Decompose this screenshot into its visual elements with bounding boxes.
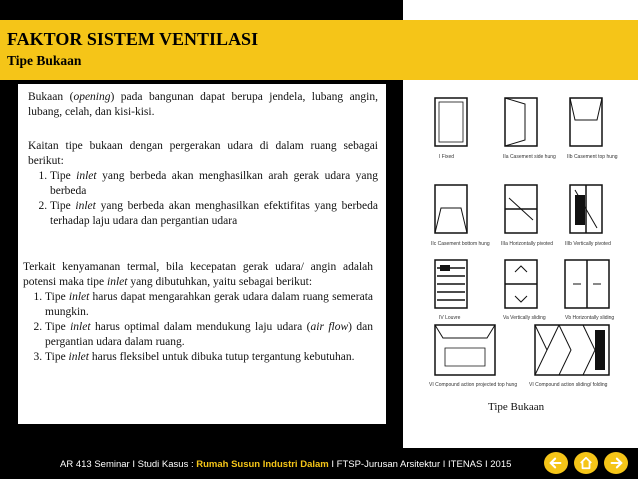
- figure-label: IIIb Vertically pivoted: [565, 241, 611, 247]
- footer-text: AR 413 Seminar I Studi Kasus : Rumah Susun Industri Dalam I FTSP-Jurusan Arsitektur I ITENAS I 2015: [60, 459, 512, 470]
- list-requirements: [23, 290, 373, 365]
- figure-label: VI Compound action projected top hung: [429, 382, 518, 388]
- list-item: 2. Tipe inlet harus optimal dalam mendukung laju udara (air flow) dan pergantian udara dalam ruang.: [45, 320, 373, 350]
- window-types-figure: [425, 90, 625, 390]
- slide-title: FAKTOR SISTEM VENTILASI: [7, 29, 259, 49]
- prev-button[interactable]: [544, 452, 568, 474]
- home-button[interactable]: [574, 452, 598, 474]
- list-item: 3. Tipe inlet harus fleksibel untuk dibuka tutup tergantung kebutuhan.: [45, 350, 373, 365]
- paragraph-relation: Kaitan tipe bukaan dengan pergerakan udara di dalam ruang sebagai berikut: 1. Tipe inlet yang berbeda akan menghasilkan arah gerak udara yang berbeda 2. Tipe inlet yang berbeda akan menghasilkan efektifitas yang berbeda terhadap laju udara dan pergantian udara: [28, 139, 378, 229]
- paragraph-thermal: Terkait kenyamanan termal, bila kecepatan gerak udara/ angin adalah potensi maka tipe inlet yang dibutuhkan, yaitu sebagai berikut: 1. Tipe inlet harus dapat mengarahkan gerak udara dalam ruang semerata mungkin. 2. Tipe inlet harus optimal dalam mendukung laju udara (air flow) dan pergantian udara dalam ruang. 3. Tipe inlet harus fleksibel untuk dibuka tutup tergantung kebutuhan.: [23, 260, 373, 365]
- figure-label: Va Vertically sliding: [503, 315, 546, 321]
- home-icon: [579, 456, 593, 470]
- figure-label: IIIa Horizontally pivoted: [501, 241, 553, 247]
- paragraph-opening: Bukaan (opening) pada bangunan dapat berupa jendela, lubang angin, lubang, celah, dan kisi-kisi.: [28, 91, 378, 118]
- content-card: [18, 84, 386, 424]
- figure-label: IIb Casement top hung: [567, 154, 618, 160]
- next-button[interactable]: [604, 452, 628, 474]
- figure-label: IIc Casement bottom hung: [431, 241, 490, 247]
- list-relation: [28, 169, 378, 229]
- figure-label: IV Louvre: [439, 315, 461, 321]
- slide-subtitle: Tipe Bukaan: [7, 53, 82, 68]
- arrow-left-icon: [549, 456, 563, 470]
- list-item: 1. Tipe inlet yang berbeda akan menghasilkan arah gerak udara yang berbeda: [50, 169, 378, 199]
- figure-caption: Tipe Bukaan: [488, 401, 545, 413]
- list-item: 2. Tipe inlet yang berbeda akan menghasilkan efektifitas yang berbeda terhadap laju udara dan pergantian udara: [50, 199, 378, 229]
- figure-label: IIa Casement side hung: [503, 154, 556, 160]
- list-item: 1. Tipe inlet harus dapat mengarahkan gerak udara dalam ruang semerata mungkin.: [45, 290, 373, 320]
- top-black-bar: [0, 0, 403, 20]
- figure-label: Vb Horizontally sliding: [565, 315, 615, 321]
- figure-label: I Fixed: [439, 154, 455, 160]
- arrow-right-icon: [609, 456, 623, 470]
- figure-label: VI Compound action sliding/ folding: [529, 382, 608, 388]
